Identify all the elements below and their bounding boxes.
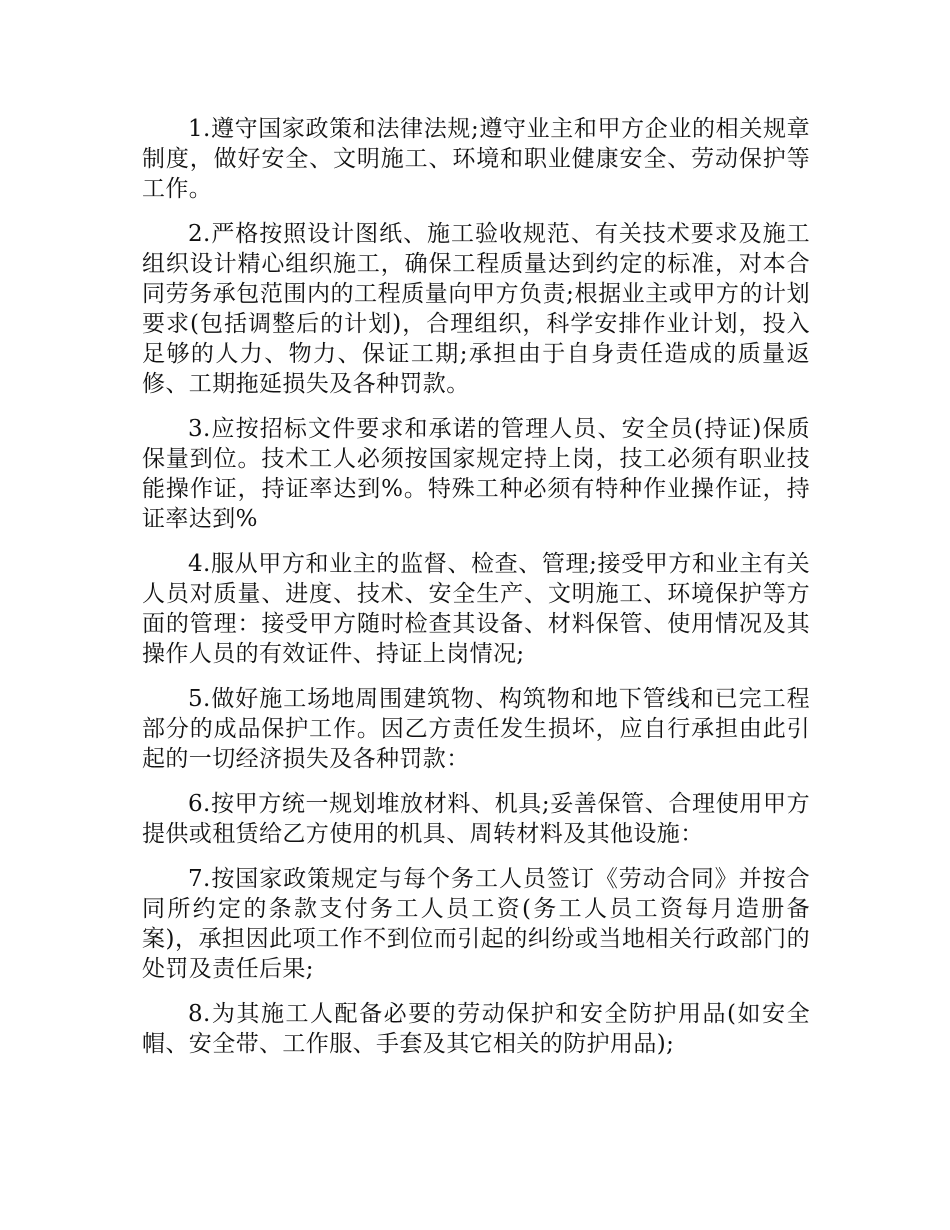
paragraph-2: 2.严格按照设计图纸、施工验收规范、有关技术要求及施工组织设计精心组织施工，确保工程质量达到约定的标准，对本合同劳务承包范围内的工程质量向甲方负责;根据业主或甲方的计划要求(包括调整后的计划)，合理组织，科学安排作业计划，投入足够的人力、物力、保证工期;承担由于自身责任造成的质量返修、工期拖延损失及各种罚款。 bbox=[142, 221, 810, 397]
paragraph-6: 6.按甲方统一规划堆放材料、机具;妥善保管、合理使用甲方提供或租赁给乙方使用的机具、周转材料及其他设施： bbox=[142, 791, 810, 847]
paragraph-7: 7.按国家政策规定与每个务工人员签订《劳动合同》并按合同所约定的条款支付务工人员工资(务工人员工资每月造册备案)，承担因此项工作不到位而引起的纠纷或当地相关行政部门的处罚及责任后果; bbox=[142, 866, 810, 982]
paragraph-3: 3.应按招标文件要求和承诺的管理人员、安全员(持证)保质保量到位。技术工人必须按国家规定持上岗，技工必须有职业技能操作证，持证率达到%。特殊工种必须有特种作业操作证，持证率达到% bbox=[142, 416, 810, 532]
paragraph-4: 4.服从甲方和业主的监督、检查、管理;接受甲方和业主有关人员对质量、进度、技术、安全生产、文明施工、环境保护等方面的管理：接受甲方随时检查其设备、材料保管、使用情况及其操作人员的有效证件、持证上岗情况; bbox=[142, 551, 810, 667]
paragraph-1: 1.遵守国家政策和法律法规;遵守业主和甲方企业的相关规章制度，做好安全、文明施工、环境和职业健康安全、劳动保护等工作。 bbox=[142, 116, 810, 202]
paragraph-5: 5.做好施工场地周围建筑物、构筑物和地下管线和已完工程部分的成品保护工作。因乙方责任发生损坏，应自行承担由此引起的一切经济损失及各种罚款： bbox=[142, 686, 810, 772]
document-body bbox=[142, 114, 810, 1074]
paragraph-8: 8.为其施工人配备必要的劳动保护和安全防护用品(如安全帽、安全带、工作服、手套及其它相关的防护用品); bbox=[142, 1001, 810, 1057]
